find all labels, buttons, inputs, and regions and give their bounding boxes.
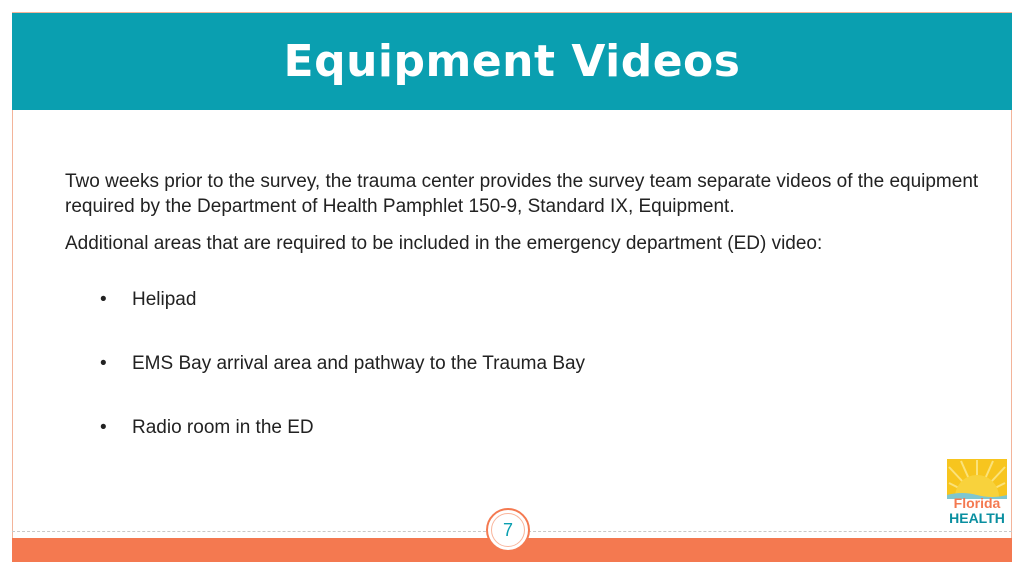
bullet-item <box>100 417 585 481</box>
areas-paragraph: Additional areas that are required to be included in the emergency department (ED) video: <box>65 233 823 254</box>
page-number-badge <box>486 508 530 552</box>
slide-title: Equipment Videos <box>283 36 741 87</box>
bullet-text: EMS Bay arrival area and pathway to the Trauma Bay <box>132 353 586 374</box>
bullet-dot: • <box>100 353 107 374</box>
bullet-dot: • <box>100 417 107 438</box>
bullet-dot: • <box>100 289 107 310</box>
bullet-item <box>100 353 585 417</box>
bullet-text: Radio room in the ED <box>132 417 314 438</box>
logo-text-health: HEALTH <box>949 510 1005 525</box>
page-number: 7 <box>491 513 525 547</box>
intro-paragraph: Two weeks prior to the survey, the trauma center provides the survey team separate videos of the equipment required by the Department of Health Pamphlet 150-9, Standard IX, Equipment. <box>65 171 979 217</box>
bullet-text: Helipad <box>132 289 197 310</box>
slide-body <box>65 169 985 256</box>
title-bar <box>12 13 1012 110</box>
bullet-list <box>100 289 585 481</box>
logo-text-florida: Florida <box>953 495 1001 511</box>
florida-health-logo <box>947 459 1007 525</box>
bullet-item <box>100 289 585 353</box>
